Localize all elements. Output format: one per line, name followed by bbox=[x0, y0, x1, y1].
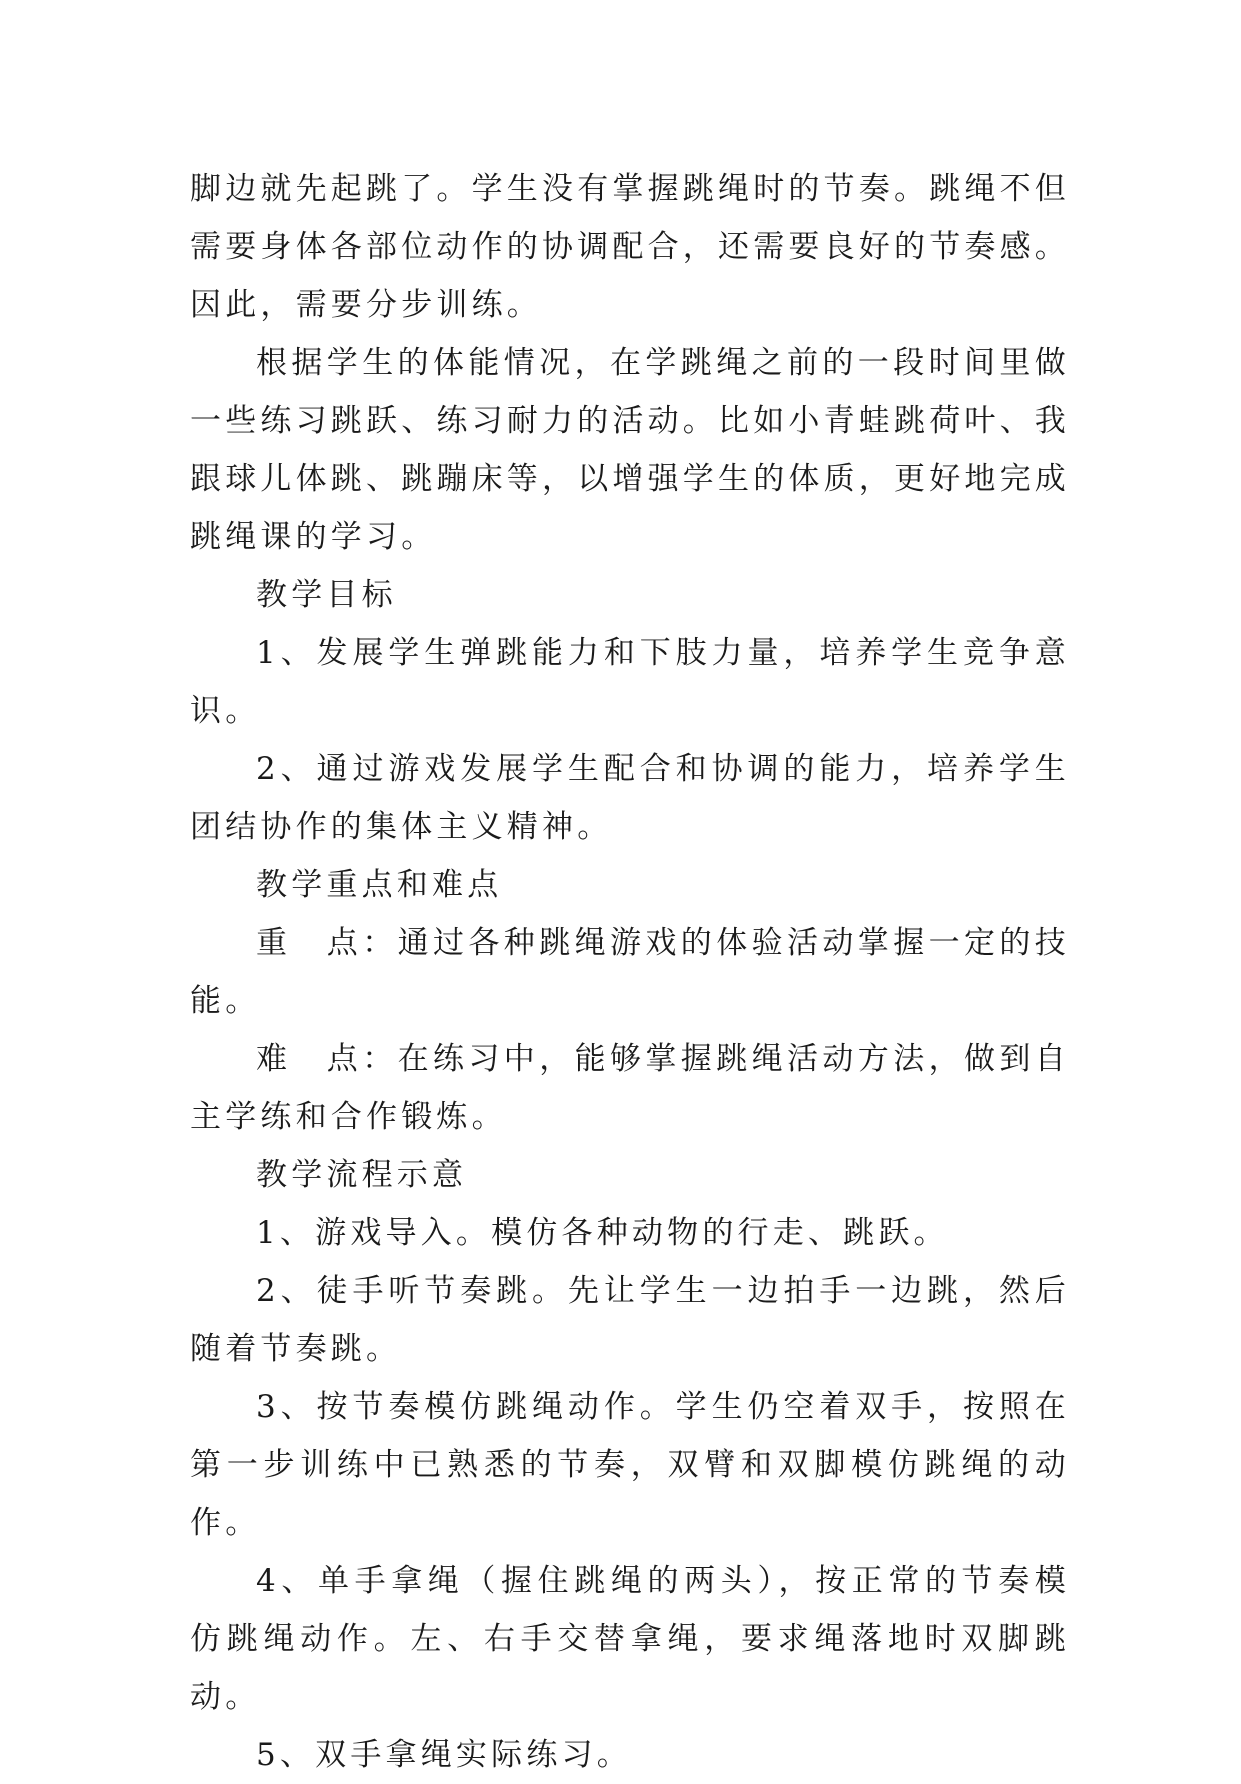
paragraph-continuation: 脚边就先起跳了。学生没有掌握跳绳时的节奏。跳绳不但需要身体各部位动作的协调配合，还需要良好的节奏感。因此，需要分步训练。 bbox=[190, 171, 1070, 323]
flow-step-1: 1、游戏导入。模仿各种动物的行走、跳跃。 bbox=[256, 1215, 949, 1251]
flow-step-5: 5、双手拿绳实际练习。 bbox=[256, 1737, 632, 1773]
heading-teaching-goals: 教学目标 bbox=[256, 577, 397, 613]
heading-teaching-flow: 教学流程示意 bbox=[256, 1157, 468, 1193]
paragraph-physical-preparation: 根据学生的体能情况，在学跳绳之前的一段时间里做一些练习跳跃、练习耐力的活动。比如小青蛙跳荷叶、我跟球儿体跳、跳蹦床等，以增强学生的体质，更好地完成跳绳课的学习。 bbox=[190, 345, 1070, 555]
flow-step-2: 2、徒手听节奏跳。先让学生一边拍手一边跳，然后随着节奏跳。 bbox=[190, 1273, 1070, 1367]
key-point-difficulty: 难 点：在练习中，能够掌握跳绳活动方法，做到自主学练和合作锻炼。 bbox=[190, 1041, 1070, 1135]
flow-step-4: 4、单手拿绳（握住跳绳的两头），按正常的节奏模仿跳绳动作。左、右手交替拿绳，要求绳落地时双脚跳动。 bbox=[190, 1563, 1070, 1715]
flow-step-3: 3、按节奏模仿跳绳动作。学生仍空着双手，按照在第一步训练中已熟悉的节奏，双臂和双脚模仿跳绳的动作。 bbox=[190, 1389, 1070, 1541]
document-body bbox=[190, 160, 1070, 1784]
goal-item-1: 1、发展学生弹跳能力和下肢力量，培养学生竞争意识。 bbox=[190, 635, 1070, 729]
key-point-focus: 重 点：通过各种跳绳游戏的体验活动掌握一定的技能。 bbox=[190, 925, 1070, 1019]
goal-item-2: 2、通过游戏发展学生配合和协调的能力，培养学生团结协作的集体主义精神。 bbox=[190, 751, 1070, 845]
heading-key-points: 教学重点和难点 bbox=[256, 867, 503, 903]
